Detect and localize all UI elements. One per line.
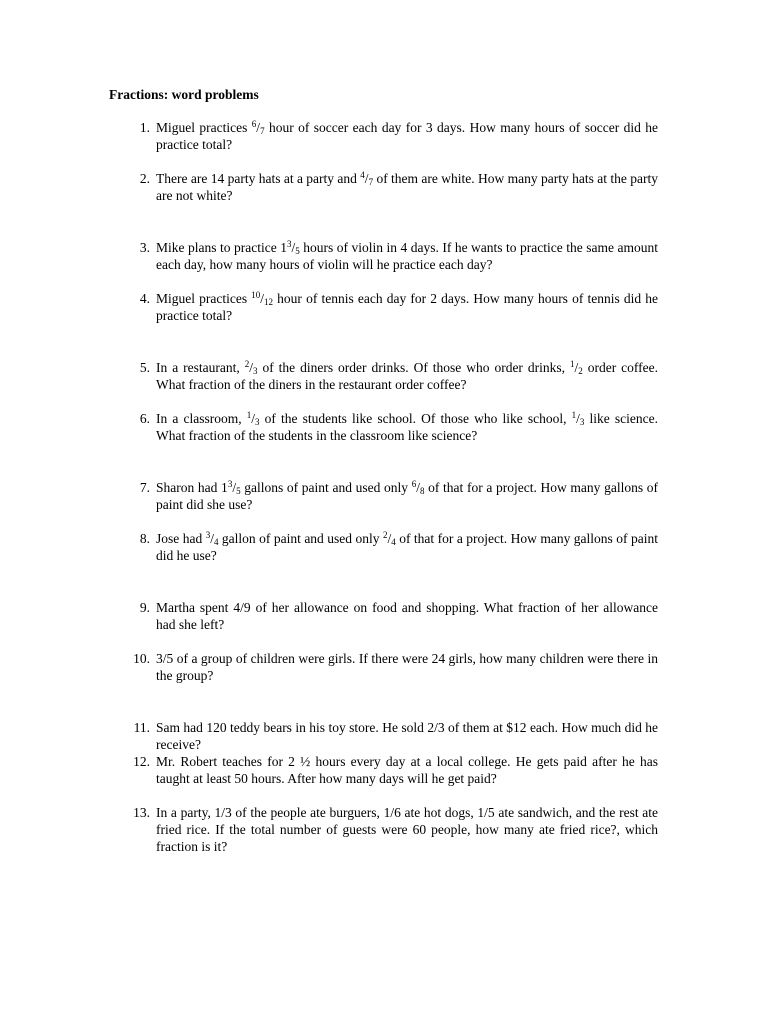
problem-number: 11. <box>133 720 150 735</box>
problem-text: In a classroom, $^1/_3$ of the students like school. Of those who like school, $^1/_3$ like science. What fraction of the students in the classroom like science? <box>156 410 659 443</box>
problem-text: Mr. Robert teaches for 2 ½ hours every day at a local college. He gets paid after he has taught at least 50 hours. After how many days will he get paid? <box>156 754 658 786</box>
problem-number: 6. <box>139 411 150 426</box>
problem-text: Jose had $^3/_4$ gallon of paint and used only $^2/_4$ of that for a project. How many gallons of paint did he use? <box>156 530 658 563</box>
problem-number: 7. <box>139 480 150 495</box>
problem-item <box>109 170 658 204</box>
problem-item <box>109 753 658 787</box>
problem-item <box>109 599 658 633</box>
problem-item <box>109 359 658 393</box>
page-title: Fractions: word problems <box>109 87 259 102</box>
problem-text: 3/5 of a group of children were girls. If there were 24 girls, how many children were there in the group? <box>156 651 658 683</box>
problem-item <box>109 650 658 684</box>
problem-text: In a restaurant, $^2/_3$ of the diners order drinks. Of those who order drinks, $^1/_2$ order coffee. What fraction of the diners in the restaurant order coffee? <box>156 359 658 392</box>
problem-item <box>109 290 658 324</box>
problem-number: 4. <box>139 291 150 306</box>
problem-number: 5. <box>139 360 150 375</box>
problem-text: In a party, 1/3 of the people ate burguers, 1/6 ate hot dogs, 1/5 ate sandwich, and the rest ate fried rice. If the total number of guests were 60 people, how many ate fried rice?, which fraction is it? <box>156 805 658 854</box>
problem-item <box>109 239 658 273</box>
problem-text: Martha spent 4/9 of her allowance on food and shopping. What fraction of her allowance had she left? <box>156 600 658 632</box>
problem-item <box>109 119 658 153</box>
problem-item <box>109 719 658 753</box>
problem-text: Miguel practices $^6/_7$ hour of soccer each day for 3 days. How many hours of soccer did he practice total? <box>156 119 659 152</box>
problem-number: 10. <box>133 651 150 666</box>
problem-item <box>109 804 658 855</box>
problem-item <box>109 479 658 513</box>
problem-number: 2. <box>139 171 150 186</box>
problem-text: Mike plans to practice $1^3/_5$ hours of violin in 4 days. If he wants to practice the same amount each day, how many hours of violin will he practice each day? <box>156 239 658 272</box>
problem-text: There are 14 party hats at a party and $^4/_7$ of them are white. How many party hats at the party are not white? <box>156 170 658 203</box>
problem-number: 8. <box>139 531 150 546</box>
problem-number: 12. <box>133 754 150 769</box>
problem-number: 1. <box>139 120 150 135</box>
problem-item <box>109 410 658 444</box>
problem-text: Sharon had $1^3/_5$ gallons of paint and used only $^6/_8$ of that for a project. How many gallons of paint did she use? <box>156 479 658 512</box>
problem-text: Sam had 120 teddy bears in his toy store. He sold 2/3 of them at $12 each. How much did he receive? <box>156 720 658 752</box>
problem-number: 3. <box>139 240 150 255</box>
problem-number: 13. <box>133 805 150 820</box>
problem-text: Miguel practices $^{10}/_{12}$ hour of tennis each day for 2 days. How many hours of tennis did he practice total? <box>156 290 659 323</box>
problem-number: 9. <box>139 600 150 615</box>
problem-item <box>109 530 658 564</box>
